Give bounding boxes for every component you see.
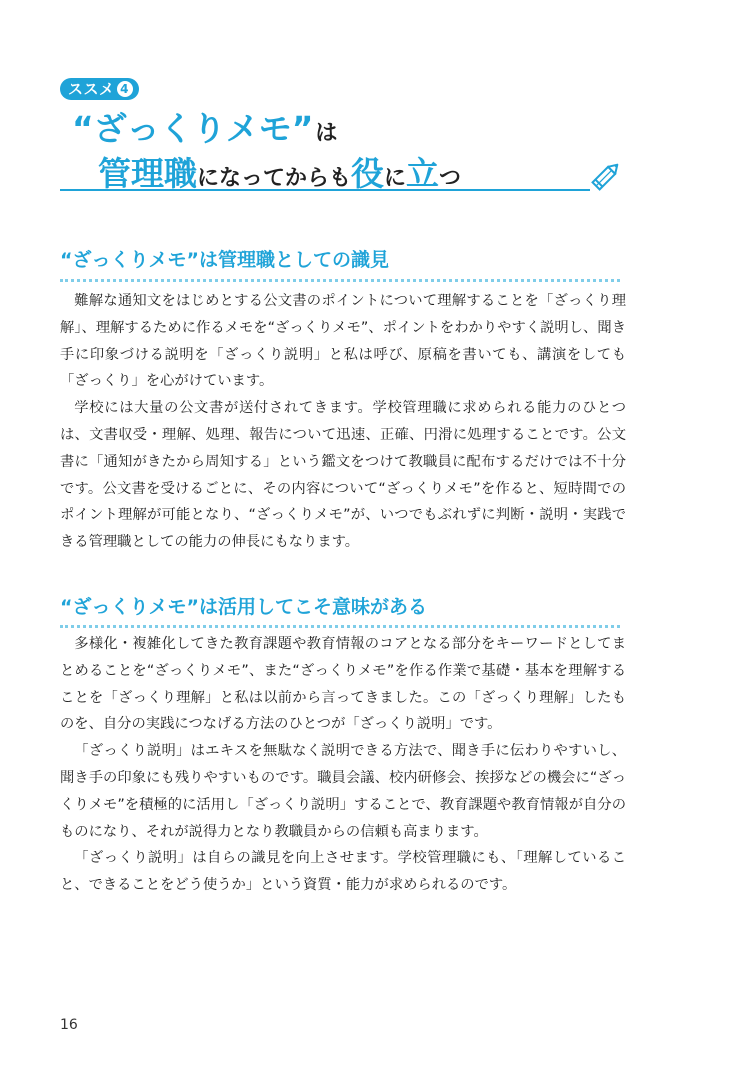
paragraph: 多様化・複雑化してきた教育課題や教育情報のコアとなる部分をキーワードとしてまとめることを“ざっくりメモ”、また“ざっくりメモ”を作る作業で基礎・基本を理解することを「ざっくり理解」と私は以前から言ってきました。この「ざっくり理解」したものを、自分の実践につなげる方法のひとつが「ざっくり説明」です。 (60, 636, 626, 733)
title-main-phrase: “ざっくりメモ” (72, 109, 314, 148)
paragraph: 「ざっくり説明」は自らの識見を向上させます。学校管理職にも、「理解していること、できることをどう使うか」という資質・能力が求められるのです。 (60, 850, 626, 894)
title-connector-2: に (384, 166, 407, 191)
section-divider-2 (60, 625, 620, 628)
title-tatsu: 立 (406, 154, 440, 193)
pencil-icon (588, 158, 624, 194)
badge-number: 4 (117, 81, 133, 97)
page-title-line2 (98, 148, 461, 195)
title-particle: は (315, 121, 338, 146)
section-body-1 (60, 288, 626, 556)
badge-label: ススメ (68, 80, 115, 98)
title-kanrishoku: 管理職 (98, 154, 197, 193)
title-connector-3: つ (439, 166, 462, 191)
page-title-line1 (72, 103, 337, 150)
paragraph: 「ざっくり説明」はエキスを無駄なく説明できる方法で、聞き手に伝わりやすいし、聞き手の印象にも残りやすいものです。職員会議、校内研修会、挨拶などの機会に“ざっくりメモ”を積極的に活用し「ざっくり説明」することで、教育課題や教育情報が自分のものになり、それが説得力となり教職員からの信頼も高まります。 (60, 743, 626, 840)
page-number: 16 (60, 1017, 78, 1033)
title-yaku: 役 (351, 154, 385, 193)
section-divider-1 (60, 279, 620, 282)
section-body-2 (60, 631, 626, 899)
section-heading-2: “ざっくりメモ”は活用してこそ意味がある (60, 596, 427, 618)
section-heading-1: “ざっくりメモ”は管理職としての識見 (60, 249, 389, 271)
title-underline (60, 189, 590, 191)
susume-badge (60, 78, 139, 100)
paragraph: 難解な通知文をはじめとする公文書のポイントについて理解することを「ざっくり理解」、理解するために作るメモを“ざっくりメモ”、ポイントをわかりやすく説明し、聞き手に印象づける説明を「ざっくり説明」と私は呼び、原稿を書いても、講演をしても「ざっくり」を心がけています。 (60, 293, 626, 390)
paragraph: 学校には大量の公文書が送付されてきます。学校管理職に求められる能力のひとつは、文書収受・理解、処理、報告について迅速、正確、円滑に処理することです。公文書に「通知がきたから周知する」という鑑文をつけて教職員に配布するだけでは不十分です。公文書を受けるごとに、その内容について“ざっくりメモ”を作ると、短時間でのポイント理解が可能となり、“ざっくりメモ”が、いつでもぶれずに判断・説明・実践できる管理職としての能力の伸長にもなります。 (60, 400, 626, 551)
title-connector-1: になってからも (197, 166, 352, 191)
